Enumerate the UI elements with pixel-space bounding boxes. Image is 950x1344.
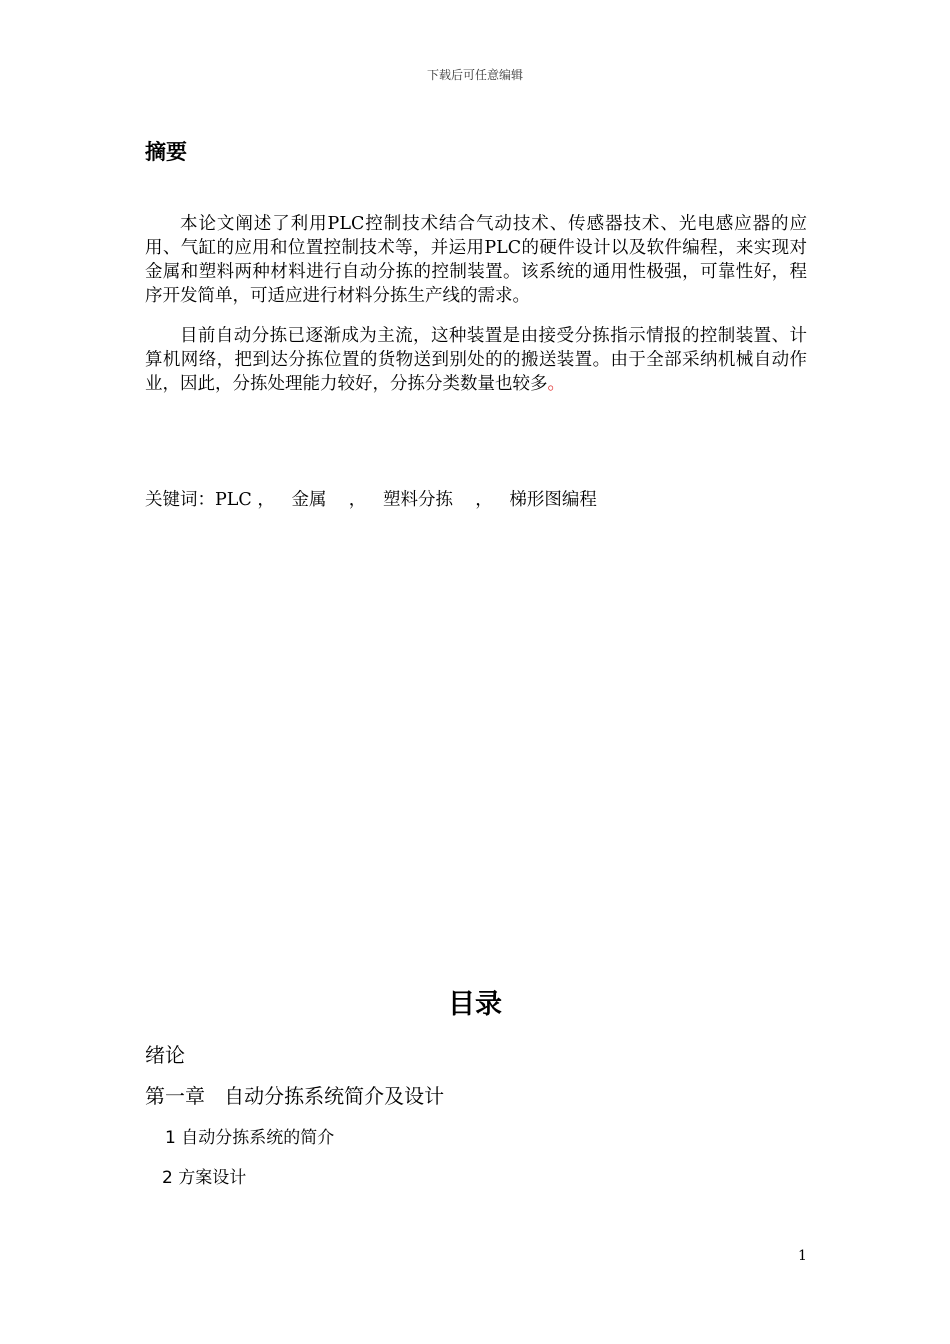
toc-entry-section-2: 2 方案设计 [162, 1168, 247, 1188]
paragraph-2-end-mark: 。 [547, 374, 565, 394]
toc-title: 目录 [448, 989, 502, 1020]
toc-entry-section-1: 1 自动分拣系统的简介 [165, 1128, 335, 1148]
page-header: 下载后可任意编辑 [426, 68, 523, 82]
toc-entry-introduction: 绪论 [145, 1043, 185, 1067]
abstract-paragraph-2 [145, 324, 807, 396]
abstract-title: 摘要 [145, 140, 187, 164]
keywords-line: 关键词：PLC ， 金属 ， 塑料分拣 ， 梯形图编程 [145, 490, 597, 510]
paragraph-2-text: 目前自动分拣已逐渐成为主流，这种装置是由接受分拣指示情报的控制装置、计算机网络，把到达分拣位置的货物送到别处的的搬送装置。由于全部采纳机械自动作业，因此，分拣处理能力较好，分拣分类数量也较多 [145, 326, 807, 394]
toc-entry-chapter-1: 第一章 自动分拣系统简介及设计 [145, 1084, 445, 1108]
paragraph-1-text: 本论文阐述了利用PLC控制技术结合气动技术、传感器技术、光电感应器的应用、气缸的应用和位置控制技术等，并运用PLC的硬件设计以及软件编程，来实现对金属和塑料两种材料进行自动分拣的控制装置。该系统的通用性极强，可靠性好，程序开发简单，可适应进行材料分拣生产线的需求。 [145, 214, 807, 306]
page-number: 1 [798, 1248, 807, 1264]
abstract-paragraph-1 [145, 212, 807, 308]
